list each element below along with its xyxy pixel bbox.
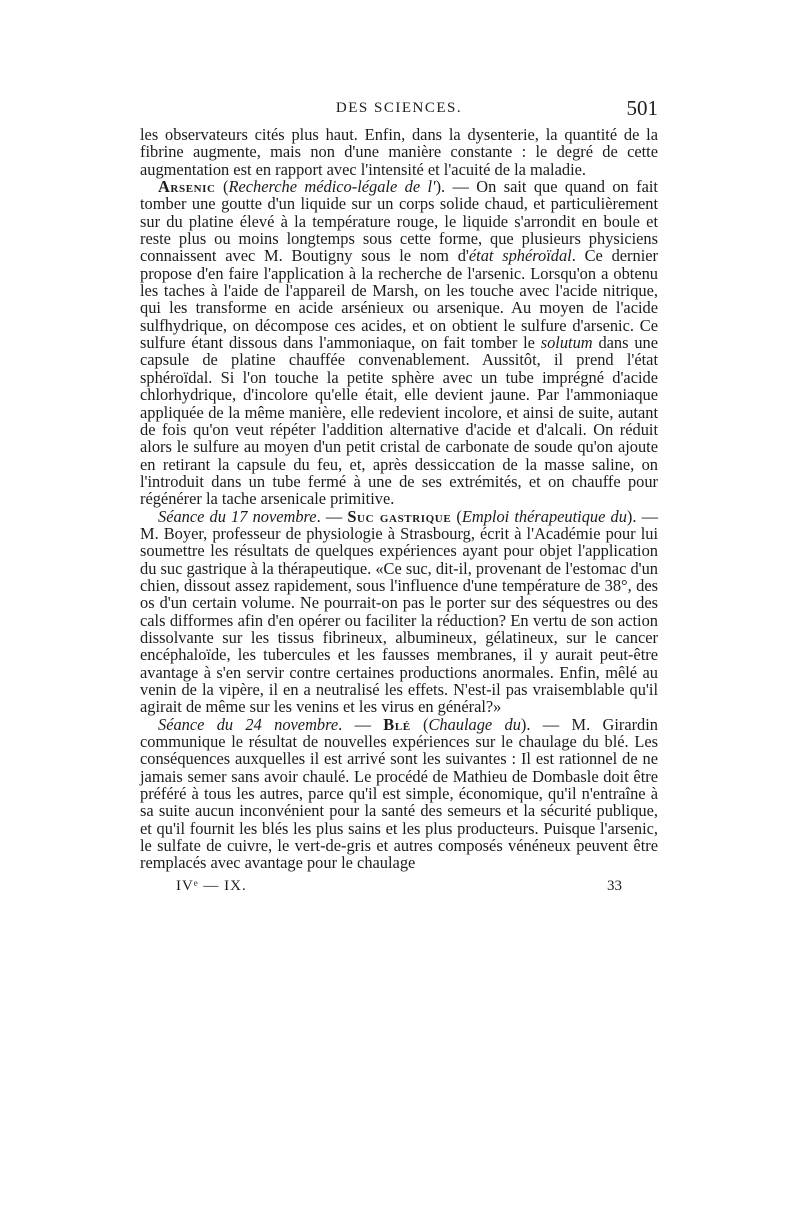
paragraph-text: dans une capsule de platine chauffée convenablement. Aussitôt, il prend l'état sphéroïdal. Si l'on touche la petite sphère avec un tube imprégné d'acide chlorhydrique, d'incolore qu'elle était, elle devient jaune. Par l'ammoniaque appliquée de la même manière, elle redevient incolore, et ainsi de suite, autant de fois qu'on veut répéter l'addition alternative d'acide et d'alcali. On réduit alors le sulfure au moyen d'un petit cristal de carbonate de soude qu'on ajoute en retirant la capsule du feu, et, après dessiccation de la masse saline, on l'introduit dans un tube fermé à une de ses extrémités, et on chauffe pour régénérer la tache arsenicale primitive. <box>140 333 658 509</box>
paragraph-dysenterie <box>140 126 658 178</box>
term-solutum: solutum <box>540 333 593 353</box>
entry-heading: Arsenic <box>158 177 216 197</box>
paren-open: ( <box>451 506 462 526</box>
entry-subject: Emploi thérapeutique du <box>461 506 627 526</box>
paragraph-arsenic <box>140 178 658 508</box>
paragraph-text: ). — M. Boyer, professeur de physiologie à Strasbourg, écrit à l'Académie pour lui soumettre les résultats de quelques expériences ayant pour objet l'application du suc gastrique à la thérapeutique. «Ce suc, dit-il, provenant de l'estomac d'un chien, dissout assez rapidement, sous l'influence d'une température de 38°, des os d'un certain volume. Ne pourrait-on pas le porter sur des séquestres ou des cals difformes afin d'en opérer ou faciliter la réduction? En vertu de son action dissolvante sur les tissus fibrineux, albumineux, gélatineux, sur le cancer encéphaloïde, les tubercules et les fausses membranes, il y aurait peut-être avantage à s'en servir contre certaines productions anormales. Enfin, mêlé au venin de la vipère, il en a neutralisé les effets. N'est-il pas vraisemblable qu'il agirait de même sur les venins et les virus en général?» <box>140 506 658 717</box>
entry-subject: Chaulage du <box>428 714 521 734</box>
paragraph-suc-gastrique <box>140 508 658 716</box>
running-title: DES SCIENCES. <box>335 100 463 116</box>
paragraph-text: ). — M. Girardin communique le résultat de nouvelles expériences sur le chaulage du blé. Les conséquences auxquelles il est arrivé sont les suivantes : Il est rationnel de ne jamais semer sans avoir chaulé. Le procédé de Mathieu de Dombasle doit être préféré à tous les autres, parce qu'il est simple, économique, qu'il n'entraîne à sa suite aucun inconvénient pour la santé des semeurs et la sécurité publique, et qu'il fournit les blés les plus sains et les plus producteurs. Puisque l'arsenic, le sulfate de cuivre, le vert-de-gris et autres composés vénéneux peuvent être remplacés avec avantage pour le chaulage <box>140 714 659 873</box>
paren-open: ( <box>215 177 229 197</box>
signature-mark: IVᵉ — IX. <box>176 877 247 894</box>
paragraph-text: les observateurs cités plus haut. Enfin, dans la dysenterie, la quantité de la fibrine augmente, mais non d'une manière constante : le degré de cette augmentation est en rapport avec l'intensité et l'acuité de la maladie. <box>140 125 658 179</box>
session-date: Séance du 24 novembre <box>158 714 339 734</box>
page <box>140 96 658 900</box>
dash: . — <box>338 714 384 734</box>
page-number: 501 <box>626 96 658 120</box>
dash: . — <box>316 506 348 526</box>
entry-heading: Suc gastrique <box>347 506 452 526</box>
running-head <box>140 96 658 126</box>
body-text <box>140 126 658 872</box>
term-etat-spheroidal: état sphéroïdal <box>468 246 572 266</box>
paragraph-ble <box>140 716 658 872</box>
paren-open: ( <box>410 714 429 734</box>
session-date: Séance du 17 novembre <box>158 506 317 526</box>
page-footer <box>140 878 658 900</box>
signature-number: 33 <box>607 877 622 894</box>
entry-subject: Recherche médico-légale de l' <box>228 177 436 197</box>
paragraph-text: ). — On sait que quand on fait tomber une goutte d'un liquide sur un corps solide chaud, et particulièrement sur du platine élevé à la température rouge, le liquide s'arrondit en boule et reste plus ou moins longtemps sous cette forme, que plusieurs physiciens connaissent avec M. Boutigny sous le nom d' <box>140 177 658 266</box>
paragraph-text: . Ce dernier propose d'en faire l'application à la recherche de l'arsenic. Lorsqu'on a obtenu les taches à l'aide de l'appareil de Marsh, on les touche avec l'acide nitrique, qui les transforme en acide arsénieux ou arsenique. Au moyen de l'acide sulfhydrique, on décompose ces acides, et on obtient le sulfure d'arsenic. Ce sulfure étant dissous dans l'ammoniaque, on fait tomber le <box>140 246 658 353</box>
entry-heading: Blé <box>383 714 411 734</box>
